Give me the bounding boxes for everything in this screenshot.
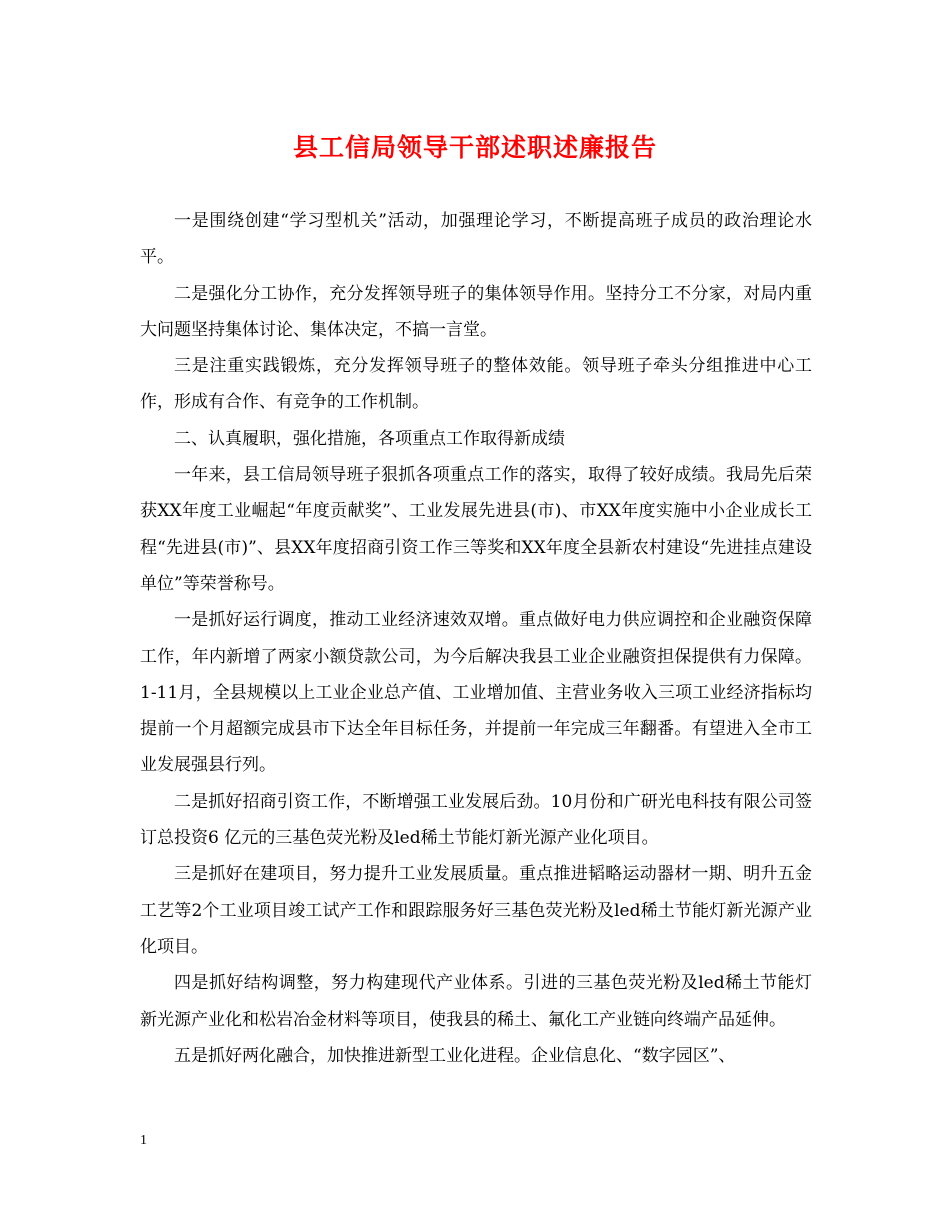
- section-heading: 二、认真履职，强化措施，各项重点工作取得新成绩: [174, 428, 565, 449]
- page-number: 1: [140, 1133, 147, 1148]
- paragraph: 二是强化分工协作，充分发挥领导班子的集体领导作用。坚持分工不分家，对局内重大问题坚持集体讨论、集体决定，不搞一言堂。: [140, 283, 812, 340]
- paragraph: 一是围绕创建“学习型机关”活动，加强理论学习，不断提高班子成员的政治理论水平。: [140, 211, 812, 268]
- paragraph: 一是抓好运行调度，推动工业经济速效双增。重点做好电力供应调控和企业融资保障工作，年内新增了两家小额贷款公司，为今后解决我县工业企业融资担保提供有力保障。1-11月，全县规模以上工业企业总产值、工业增加值、主营业务收入三项工业经济指标均提前一个月超额完成县市下达全年目标任务，并提前一年完成三年翻番。有望进入全市工业发展强县行列。: [140, 610, 812, 776]
- paragraph: 四是抓好结构调整，努力构建现代产业体系。引进的三基色荧光粉及led稀土节能灯新光源产业化和松岩冶金材料等项目，使我县的稀土、氟化工产业链向终端产品延伸。: [140, 973, 812, 1030]
- paragraph: 二是抓好招商引资工作，不断增强工业发展后劲。10月份和广研光电科技有限公司签订总投资6 亿元的三基色荧光粉及led稀土节能灯新光源产业化项目。: [140, 791, 812, 849]
- paragraph: 五是抓好两化融合，加快推进新型工业化进程。企业信息化、“数字园区”、: [174, 1045, 736, 1066]
- paragraph: 一年来，县工信局领导班子狠抓各项重点工作的落实，取得了较好成绩。我局先后荣获XX年度工业崛起“年度贡献奖”、工业发展先进县(市)、市XX年度实施中小企业成长工程“先进县(市)”、县XX年度招商引资工作三等奖和XX年度全县新农村建设“先进挂点建设单位”等荣誉称号。: [140, 465, 812, 594]
- paragraph: 三是注重实践锻炼，充分发挥领导班子的整体效能。领导班子牵头分组推进中心工作，形成有合作、有竞争的工作机制。: [140, 356, 812, 413]
- document-title: 县工信局领导干部述职述廉报告: [292, 133, 657, 162]
- document-body: [140, 203, 812, 1074]
- paragraph: 三是抓好在建项目，努力提升工业发展质量。重点推进韬略运动器材一期、明升五金工艺等2个工业项目竣工试产工作和跟踪服务好三基色荧光粉及led稀土节能灯新光源产业化项目。: [140, 864, 812, 957]
